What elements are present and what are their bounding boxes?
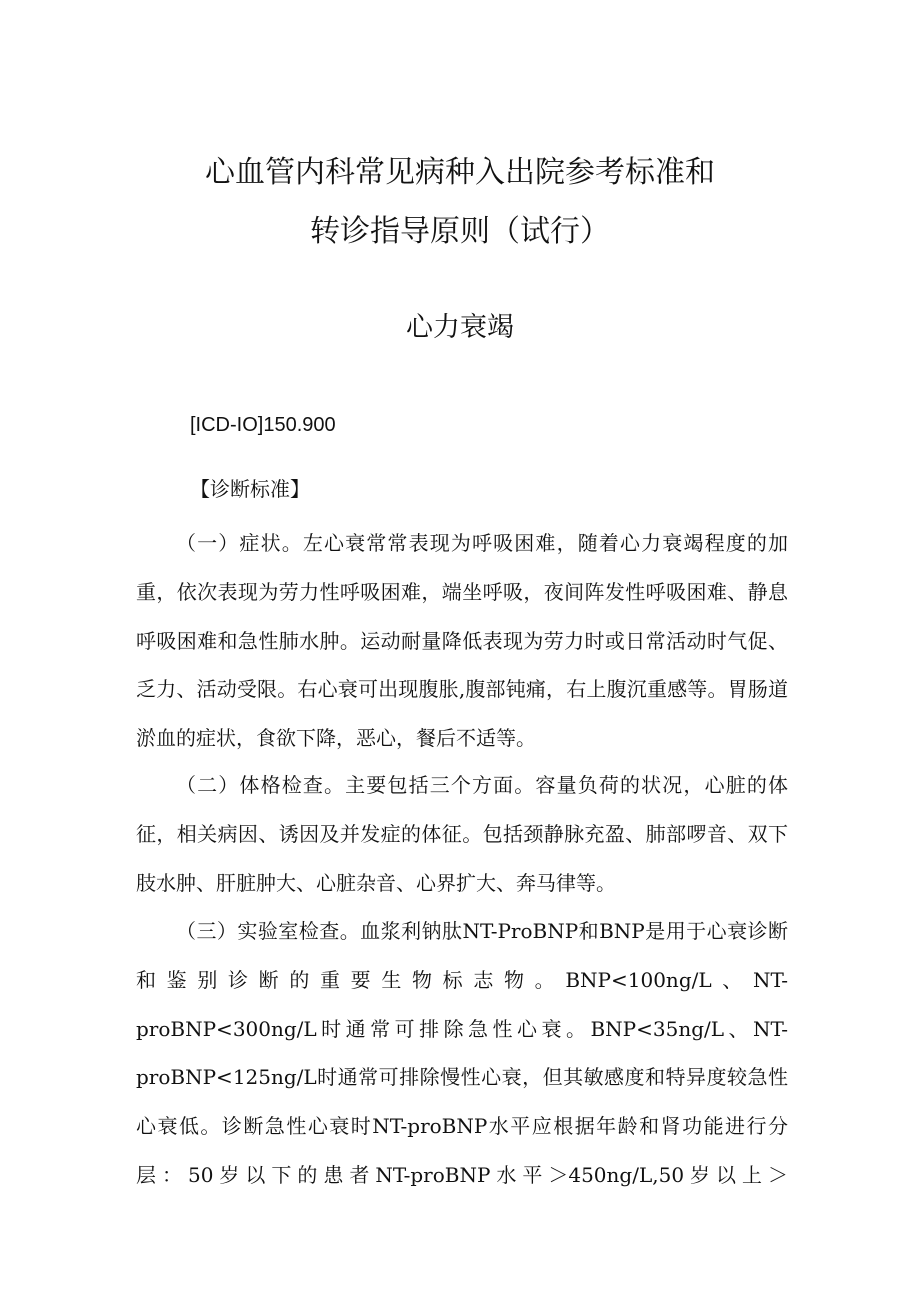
icd-code: [ICD-IO]150.900 [190,414,336,436]
document-subtitle: 心力衰竭 [406,312,514,343]
paragraph-symptoms: （一）症状。左心衰常常表现为呼吸困难，随着心力衰竭程度的加重，依次表现为劳力性呼吸困难，端坐呼吸，夜间阵发性呼吸困难、静息呼吸困难和急性肺水肿。运动耐量降低表现为劳力时或日常活动时气促、乏力、活动受限。右心衰可出现腹胀,腹部钝痛，右上腹沉重感等。胃肠道淤血的症状，食欲下降，恶心，餐后不适等。 [136,531,788,751]
paragraph-lab-tests: （三）实验室检查。血浆利钠肽NT-ProBNP和BNP是用于心衰诊断和鉴别诊断的重要生物标志物。BNP<100ng/L、NT-proBNP<300ng/L时通常可排除急性心衰。BNP<35ng/L、NT-proBNP<125ng/L时通常可排除慢性心衰，但其敏感度和特异度较急性心衰低。诊断急性心衰时NT-proBNP水平应根据年龄和肾功能进行分层：50岁以下的患者NT-proBNP水平＞450ng/L,50岁以上＞ [136,919,788,1187]
paragraph-physical-exam: （二）体格检查。主要包括三个方面。容量负荷的状况，心脏的体征，相关病因、诱因及并发症的体征。包括颈静脉充盈、肺部啰音、双下肢水肿、肝脏肿大、心脏杂音、心界扩大、奔马律等。 [136,773,788,895]
document-title-line-2: 转诊指导原则（试行） [310,214,610,249]
document-title-line-1: 心血管内科常见病种入出院参考标准和 [205,155,715,190]
section-heading: 【诊断标准】 [190,477,310,501]
